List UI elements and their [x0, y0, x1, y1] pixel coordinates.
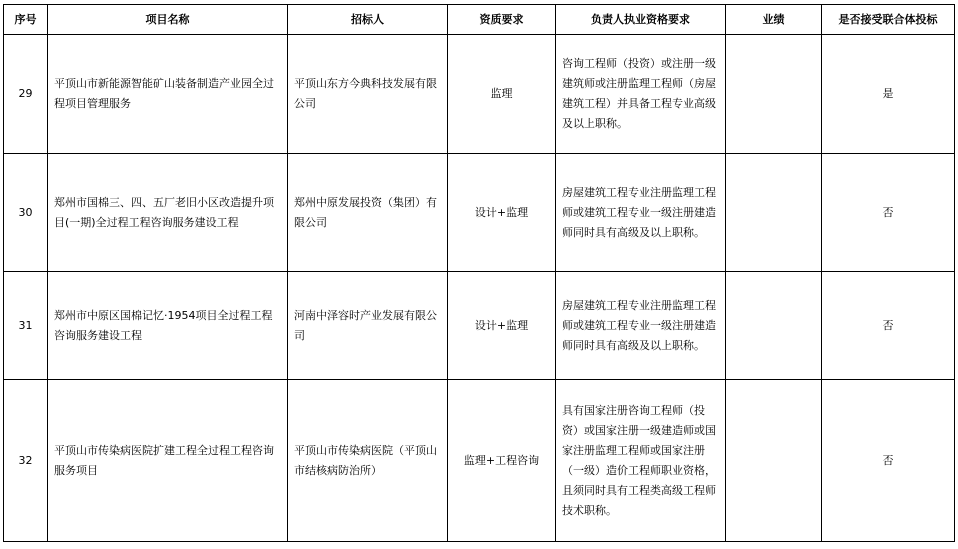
- cell-performance: [726, 272, 822, 380]
- header-project: 项目名称: [48, 5, 288, 35]
- cell-no: 32: [4, 380, 48, 542]
- header-tenderer: 招标人: [288, 5, 448, 35]
- cell-joint: 否: [822, 154, 955, 272]
- header-no: 序号: [4, 5, 48, 35]
- cell-project: 郑州市中原区国棉记忆·1954项目全过程工程咨询服务建设工程: [48, 272, 288, 380]
- cell-qualification: 监理+工程咨询: [448, 380, 556, 542]
- header-performance: 业绩: [726, 5, 822, 35]
- cell-joint: 是: [822, 35, 955, 154]
- header-qualification: 资质要求: [448, 5, 556, 35]
- cell-leader-req: 房屋建筑工程专业注册监理工程师或建筑工程专业一级注册建造师同时具有高级及以上职称。: [556, 272, 726, 380]
- cell-project: 郑州市国棉三、四、五厂老旧小区改造提升项目(一期)全过程工程咨询服务建设工程: [48, 154, 288, 272]
- cell-leader-req: 咨询工程师（投资）或注册一级建筑师或注册监理工程师（房屋建筑工程）并具备工程专业高级及以上职称。: [556, 35, 726, 154]
- cell-joint: 否: [822, 272, 955, 380]
- header-leader-req: 负责人执业资格要求: [556, 5, 726, 35]
- cell-no: 30: [4, 154, 48, 272]
- cell-performance: [726, 380, 822, 542]
- cell-joint: 否: [822, 380, 955, 542]
- cell-qualification: 设计+监理: [448, 154, 556, 272]
- table-row: [4, 380, 955, 542]
- cell-qualification: 设计+监理: [448, 272, 556, 380]
- table-row: [4, 154, 955, 272]
- header-row: [4, 5, 955, 35]
- header-joint: 是否接受联合体投标: [822, 5, 955, 35]
- cell-leader-req: 房屋建筑工程专业注册监理工程师或建筑工程专业一级注册建造师同时具有高级及以上职称。: [556, 154, 726, 272]
- cell-performance: [726, 154, 822, 272]
- cell-no: 29: [4, 35, 48, 154]
- cell-tenderer: 平顶山东方今典科技发展有限公司: [288, 35, 448, 154]
- cell-leader-req: 具有国家注册咨询工程师（投资）或国家注册一级建造师或国家注册监理工程师或国家注册（一级）造价工程师职业资格，且须同时具有工程类高级工程师技术职称。: [556, 380, 726, 542]
- table-row: [4, 35, 955, 154]
- cell-project: 平顶山市传染病医院扩建工程全过程工程咨询服务项目: [48, 380, 288, 542]
- cell-tenderer: 河南中泽容时产业发展有限公司: [288, 272, 448, 380]
- table-edge-line: [954, 4, 955, 27]
- table-row: [4, 272, 955, 380]
- cell-qualification: 监理: [448, 35, 556, 154]
- cell-tenderer: 平顶山市传染病医院（平顶山市结核病防治所）: [288, 380, 448, 542]
- cell-performance: [726, 35, 822, 154]
- cell-tenderer: 郑州中原发展投资（集团）有限公司: [288, 154, 448, 272]
- cell-project: 平顶山市新能源智能矿山装备制造产业园全过程项目管理服务: [48, 35, 288, 154]
- cell-no: 31: [4, 272, 48, 380]
- tender-table: [3, 4, 955, 542]
